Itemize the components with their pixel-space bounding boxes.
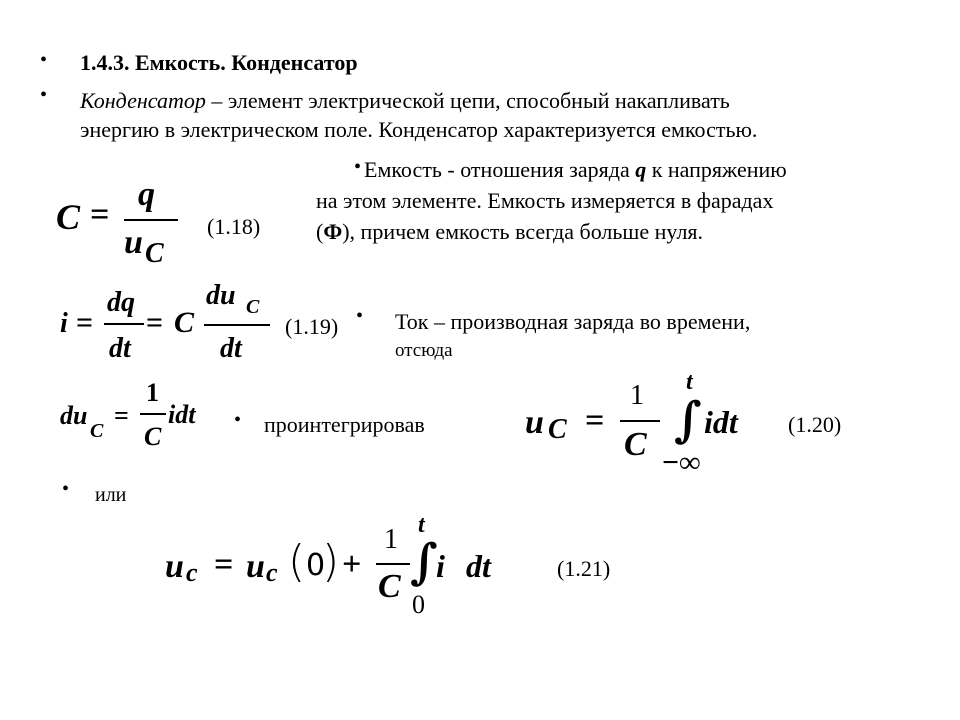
capacity-text: Емкость - отношения заряда: [364, 157, 636, 182]
integrated-text: проинтегрировав: [264, 412, 425, 437]
eq121-sub: c: [186, 558, 198, 587]
eq121-sub2: c: [266, 558, 278, 587]
eq121-i: i: [436, 548, 445, 584]
eqdu-fraction-line: [140, 413, 166, 415]
eq120-lower-limit: −∞: [662, 446, 701, 479]
capacity-text-end: к напряжению: [646, 157, 787, 182]
eq120-sub: C: [548, 414, 567, 445]
eqdu-den: C: [144, 422, 162, 451]
current-text-line-2: отсюда: [395, 340, 453, 361]
eq120-fraction-line: [620, 420, 660, 422]
eqdu-sub: C: [90, 420, 104, 442]
bullet: •: [354, 156, 362, 178]
eq121-plus: +: [342, 546, 362, 583]
eq121-label: (1.21): [557, 556, 611, 581]
eqdu-num: 1: [146, 378, 159, 407]
current-text-line-1: Ток – производная заряда во времени,: [395, 309, 751, 334]
eq121-paren-close: ): [322, 536, 340, 587]
eq118-C: C: [56, 197, 81, 237]
eq121-fraction-line: [376, 563, 410, 565]
eq120-integral-sign: ∫: [674, 392, 702, 448]
eq120-u: u: [525, 404, 544, 441]
bullet: •: [234, 409, 242, 431]
eq118-fraction-line: [124, 219, 178, 221]
eq120-upper-limit: t: [686, 369, 693, 395]
eq118-den-u: u: [124, 224, 143, 261]
eqdu-equals: =: [114, 401, 129, 430]
eq119-frac2-sub: C: [246, 296, 260, 318]
bullet: •: [40, 84, 48, 106]
bullet: •: [356, 305, 364, 327]
eq121-u2: u: [246, 548, 265, 585]
bullet: •: [40, 49, 48, 71]
eq121-den: C: [378, 568, 401, 605]
eq121-lower-limit: 0: [412, 590, 425, 619]
eq120-num: 1: [630, 380, 644, 411]
intro-line-1-rest: – элемент электрической цепи, способный накапливать: [205, 88, 730, 113]
bullet: •: [62, 478, 70, 500]
capacity-line-2: на этом элементе. Емкость измеряется в фарадах: [316, 188, 774, 213]
capacity-line-1: [364, 155, 787, 184]
charge-symbol: q: [635, 157, 647, 182]
eq118-den-sub: C: [145, 238, 164, 269]
eq121-equals: =: [214, 546, 234, 583]
eq121-dt: dt: [466, 548, 491, 584]
eq121-integral-sign: ∫: [410, 534, 438, 590]
eq119-frac1-line: [104, 323, 144, 325]
eq121-num: 1: [384, 524, 398, 555]
eq119-frac2-num: du: [206, 280, 236, 311]
eq120-integrand: idt: [704, 404, 738, 440]
eq119-C: C: [174, 306, 195, 339]
paren: (: [316, 219, 324, 244]
capacity-line-3-rest: ), причем емкость всегда больше нуля.: [342, 219, 704, 244]
eq119-equals-1: =: [76, 306, 94, 339]
farad-unit: Ф: [323, 219, 343, 244]
capacitor-term: Конденсатор: [80, 88, 206, 113]
eqdu-du: du: [60, 401, 88, 430]
eq119-i: i: [60, 308, 68, 339]
eq119-label: (1.19): [285, 314, 339, 339]
eq119-frac2-den: dt: [220, 333, 242, 364]
or-text: или: [95, 484, 127, 506]
eq119-frac2-line: [204, 324, 270, 326]
eq119-frac1-den: dt: [109, 333, 131, 364]
eq120-label: (1.20): [788, 412, 842, 437]
intro-line-2: энергию в электрическом поле. Конденсатор характеризуется емкостью.: [80, 117, 758, 142]
eq118-numerator: q: [138, 176, 155, 213]
eq121-zero: 0: [306, 548, 326, 583]
eq118-label: (1.18): [207, 214, 261, 239]
eqdu-rhs: idt: [168, 400, 196, 429]
eq119-frac1-num: dq: [107, 287, 135, 318]
section-heading: 1.4.3. Емкость. Конденсатор: [80, 50, 358, 75]
eq119-equals-2: =: [146, 306, 164, 339]
eq118-equals: =: [90, 196, 110, 233]
eq120-equals: =: [585, 402, 605, 439]
eq121-u: u: [165, 548, 184, 585]
eq121-paren-open: (: [288, 536, 306, 587]
capacity-line-3: [316, 217, 703, 246]
eq120-den: C: [624, 426, 647, 463]
intro-line-1: [80, 86, 730, 115]
eq121-upper-limit: t: [418, 512, 425, 538]
